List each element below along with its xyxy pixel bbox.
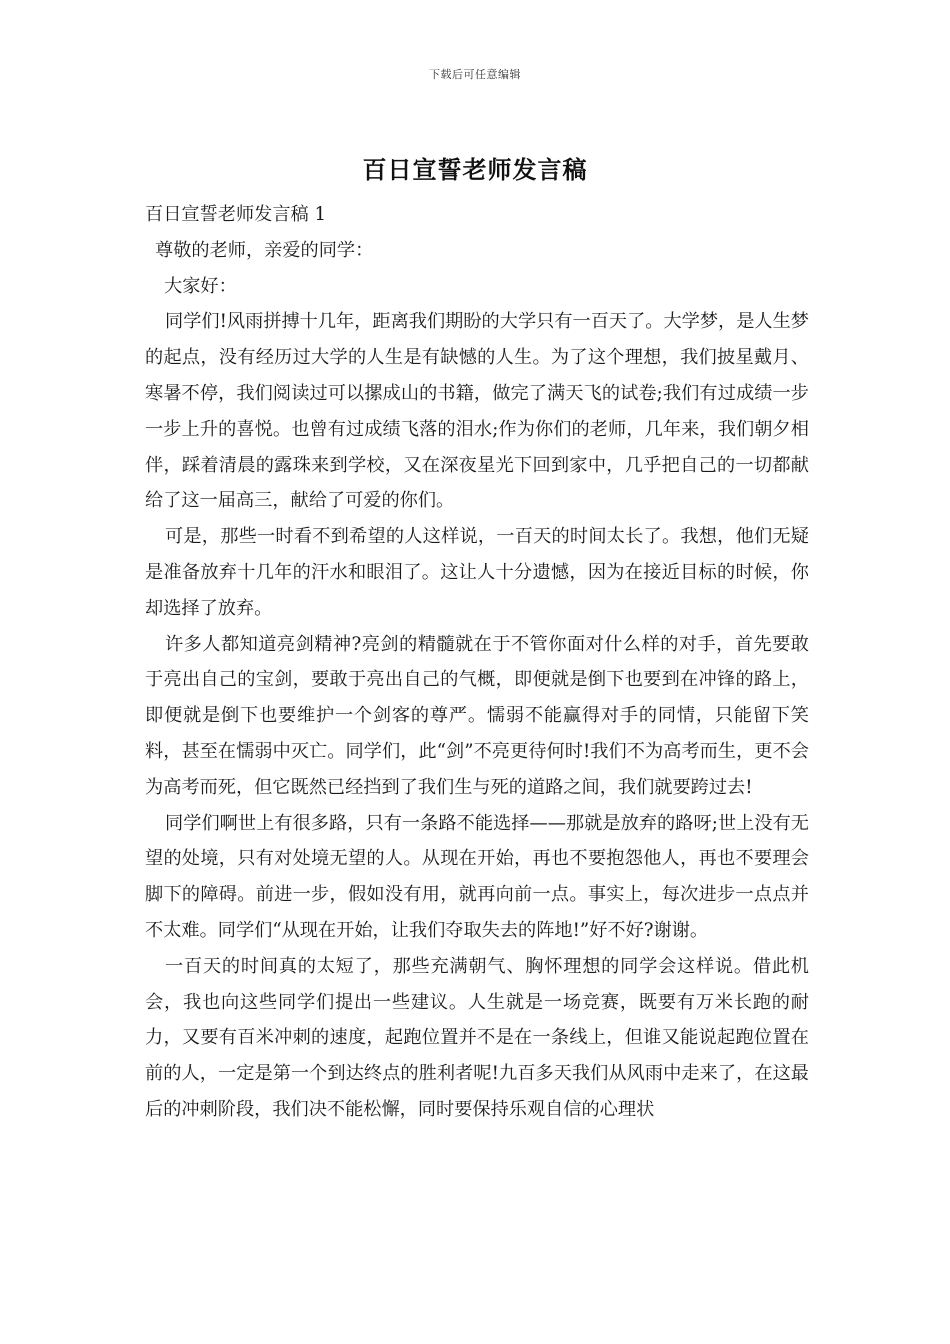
header-note: 下载后可任意编辑: [429, 68, 521, 81]
paragraph: 同学们啊世上有很多路，只有一条路不能选择——那就是放弃的路呀;世上没有无望的处境，只有对处境无望的人。从现在开始，再也不要抱怨他人，再也不要理会脚下的障碍。前进一步，假如没有用，就再向前一点。事实上，每次进步一点点并不太难。同学们“从现在开始，让我们夺取失去的阵地!”好不好?谢谢。: [145, 812, 809, 941]
paragraph: 同学们!风雨拼搏十几年，距离我们期盼的大学只有一百天了。大学梦，是人生梦的起点，没有经历过大学的人生是有缺憾的人生。为了这个理想，我们披星戴月、寒暑不停，我们阅读过可以摞成山的书籍，做完了满天飞的试卷;我们有过成绩一步一步上升的喜悦。也曾有过成绩飞落的泪水;作为你们的老师，几年来，我们朝夕相伴，踩着清晨的露珠来到学校，又在深夜星光下回到家中，几乎把自己的一切都献给了这一届高三，献给了可爱的你们。: [145, 311, 809, 512]
document-title: 百日宣誓老师发言稿: [362, 155, 588, 184]
paragraph: 一百天的时间真的太短了，那些充满朝气、胸怀理想的同学会这样说。借此机会，我也向这些同学们提出一些建议。人生就是一场竞赛，既要有万米长跑的耐力，又要有百米冲刺的速度，起跑位置并不是在一条线上，但谁又能说起跑位置在前的人，一定是第一个到达终点的胜利者呢!九百多天我们从风雨中走来了，在这最后的冲刺阶段，我们决不能松懈，同时要保持乐观自信的心理状: [145, 955, 809, 1120]
paragraph: 可是，那些一时看不到希望的人这样说，一百天的时间太长了。我想，他们无疑是准备放弃十几年的汗水和眼泪了。这让人十分遗憾，因为在接近目标的时候，你却选择了放弃。: [145, 526, 809, 619]
section-subtitle: 百日宣誓老师发言稿 1: [145, 204, 327, 225]
salutation: 尊敬的老师，亲爱的同学：: [155, 239, 374, 261]
document-body: [145, 197, 809, 1128]
paragraph: 许多人都知道亮剑精神?亮剑的精髓就在于不管你面对什么样的对手，首先要敢于亮出自己的宝剑，要敢于亮出自己的气概，即便就是倒下也要到在冲锋的路上，即便就是倒下也要维护一个剑客的尊严。懦弱不能赢得对手的同情，只能留下笑料，甚至在懦弱中灭亡。同学们，此“剑”不亮更待何时!我们不为高考而生，更不会为高考而死，但它既然已经挡到了我们生与死的道路之间，我们就要跨过去!: [145, 633, 809, 798]
greeting: 大家好：: [164, 275, 237, 297]
